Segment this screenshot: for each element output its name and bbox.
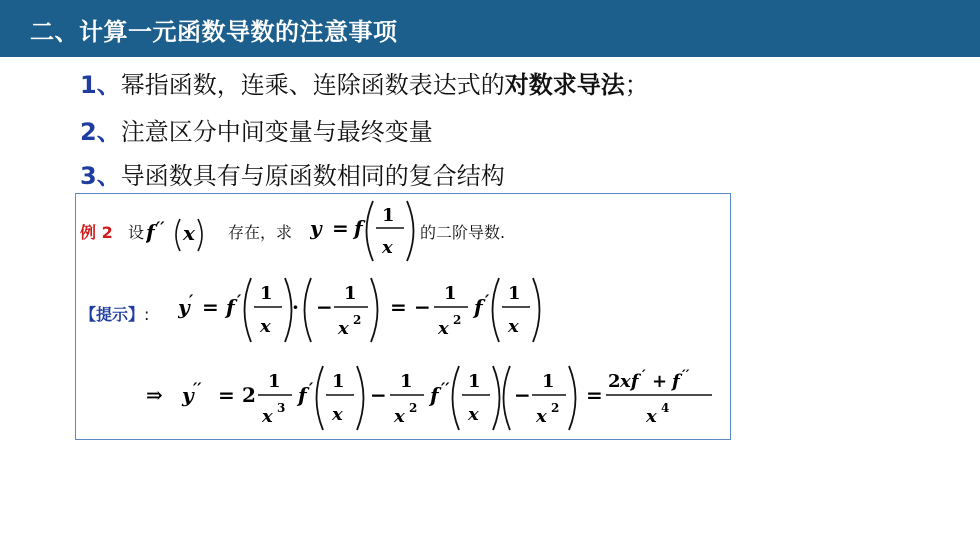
svg-text:1: 1 [260,283,273,304]
svg-text:x: x [438,318,449,339]
svg-text:′: ′ [189,291,194,310]
svg-text:1: 1 [468,371,481,392]
svg-text:=: = [202,295,219,319]
svg-text:f: f [474,295,483,319]
svg-text:x: x [382,237,393,258]
point-2: 2、注意区分中间变量与最终变量 [80,118,433,146]
svg-text:x: x [338,318,349,339]
svg-text:y: y [178,295,190,319]
point-3: 3、导函数具有与原函数相同的复合结构 [80,162,505,190]
hint-label: 【提示】: [80,305,150,324]
svg-text:2: 2 [608,371,621,392]
svg-text:′′: ′′ [441,379,450,398]
svg-text:3: 3 [277,401,286,415]
svg-text:=: = [586,383,603,407]
point-number: 2 [80,118,97,146]
svg-text:1: 1 [444,283,457,304]
svg-text:f: f [430,383,439,407]
svg-text:⇒: ⇒ [146,383,163,407]
svg-text:1: 1 [382,205,395,226]
svg-text:=: = [332,216,349,240]
svg-text:x: x [332,404,343,425]
svg-text:2: 2 [353,313,362,327]
point-number: 3 [80,162,97,190]
point-text: 注意区分中间变量与最终变量 [120,118,433,146]
svg-text:f: f [354,216,363,240]
formula-f-second [146,205,226,255]
svg-text:2: 2 [242,383,256,407]
svg-text:xf: xf [620,371,639,392]
svg-text:=: = [390,295,407,319]
svg-text:1: 1 [542,371,555,392]
formula-second-derivative [146,360,724,436]
svg-text:′′: ′′ [682,368,690,384]
svg-text:x: x [536,406,547,427]
svg-text:4: 4 [661,401,670,415]
svg-text:1: 1 [508,283,521,304]
svg-text:f: f [226,295,235,319]
formula-first-derivative [178,272,548,348]
point-text: 导函数具有与原函数相同的复合结构 [120,162,505,190]
svg-text:f: f [672,371,680,392]
svg-text:x: x [646,406,657,427]
svg-text:x: x [183,221,195,245]
point-text: 幂指函数，连乘、连除函数表达式的 [120,71,505,99]
svg-text:−: − [514,383,531,407]
svg-text:f: f [146,220,155,244]
svg-text:′: ′ [642,368,646,384]
svg-text:2: 2 [453,313,462,327]
svg-text:y: y [182,383,194,407]
svg-text:x: x [508,316,519,337]
svg-text:′: ′ [485,291,490,310]
svg-text:−: − [370,383,387,407]
example-suffix: 的二阶导数. [420,223,506,242]
example-label: 例 2 [80,223,113,242]
point-emphasis: 对数求导法 [504,71,625,99]
svg-text:−: − [316,295,333,319]
section-title: 二、计算一元函数导数的注意事项 [30,18,398,46]
point-1: 1、幂指函数，连乘、连除函数表达式的对数求导法； [80,71,649,99]
svg-text:′: ′ [237,291,242,310]
svg-text:2: 2 [551,401,560,415]
svg-text:·: · [292,295,299,319]
slide-header [0,0,980,57]
svg-text:1: 1 [344,283,357,304]
svg-text:1: 1 [400,371,413,392]
svg-text:−: − [414,295,431,319]
svg-text:x: x [262,406,273,427]
svg-text:′′: ′′ [156,218,165,237]
svg-text:1: 1 [332,371,345,392]
svg-text:+: + [652,371,668,392]
svg-text:x: x [468,404,479,425]
svg-text:′′: ′′ [193,379,202,398]
formula-y-def [310,197,420,267]
svg-text:y: y [310,216,322,240]
svg-text:2: 2 [409,401,418,415]
svg-text:=: = [218,383,235,407]
svg-text:′: ′ [309,379,314,398]
point-number: 1 [80,71,97,99]
svg-text:f: f [298,383,307,407]
example-prefix: 设 [128,223,145,242]
svg-text:x: x [260,316,271,337]
example-exists: 存在，求 [228,223,293,242]
svg-text:1: 1 [268,371,281,392]
svg-text:x: x [394,406,405,427]
